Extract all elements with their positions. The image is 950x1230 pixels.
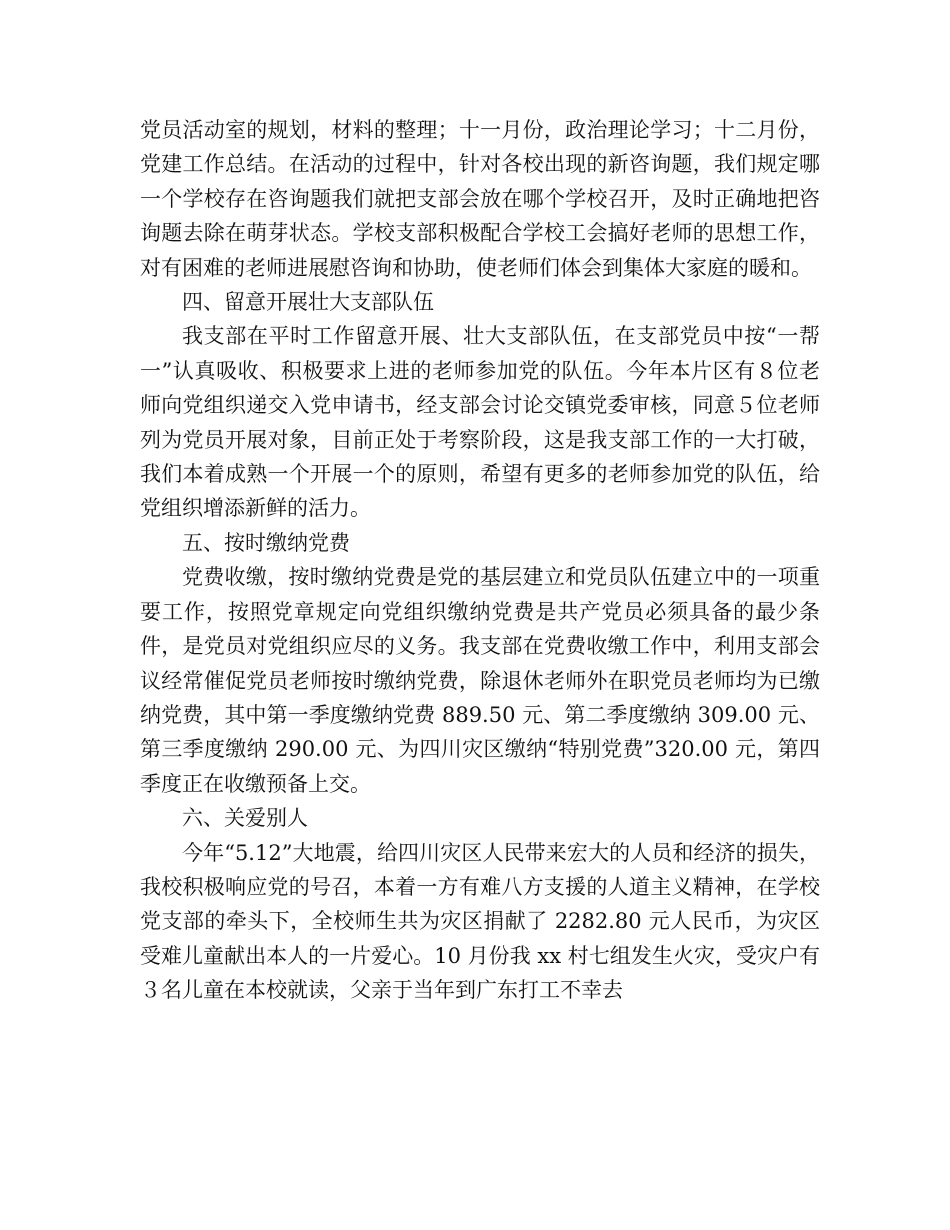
section-heading-4: 四、留意开展壮大支部队伍 bbox=[182, 290, 434, 315]
paragraph-section-4: 我支部在平时工作留意开展、壮大支部队伍，在支部党员中按“一帮一”认真吸收、积极要求上进的老师参加党的队伍。今年本片区有８位老师向党组织递交入党申请书，经支部会讨论交镇党委审核，同意５位老师列为党员开展对象，目前正处于考察阶段，这是我支部工作的一大打破，我们本着成熟一个开展一个的原则，希望有更多的老师参加党的队伍，给党组织增添新鲜的活力。 bbox=[140, 324, 820, 521]
document-page bbox=[140, 113, 820, 1008]
paragraph-continuation: 党员活动室的规划，材料的整理；十一月份，政治理论学习；十二月份，党建工作总结。在活动的过程中，针对各校出现的新咨询题，我们规定哪一个学校存在咨询题我们就把支部会放在哪个学校召开，及时正确地把咨询题去除在萌芽状态。学校支部积极配合学校工会搞好老师的思想工作，对有困难的老师进展慰咨询和协助，使老师们体会到集体大家庭的暖和。 bbox=[140, 118, 820, 280]
paragraph-section-5: 党费收缴，按时缴纳党费是党的基层建立和党员队伍建立中的一项重要工作，按照党章规定向党组织缴纳党费是共产党员必须具备的最少条件，是党员对党组织应尽的义务。我支部在党费收缴工作中，利用支部会议经常催促党员老师按时缴纳党费，除退休老师外在职党员老师均为已缴纳党费，其中第一季度缴纳党费 889.50 元、第二季度缴纳 309.00 元、第三季度缴纳 290.00 元、为四川灾区缴纳“特别党费”320.00 元，第四季度正在收缴预备上交。 bbox=[140, 565, 820, 796]
paragraph-section-6: 今年“5.12”大地震，给四川灾区人民带来宏大的人员和经济的损失，我校积极响应党的号召，本着一方有难八方支援的人道主义精神，在学校党支部的牵头下，全校师生共为灾区捐献了 2282.80 元人民币，为灾区受难儿童献出本人的一片爱心。10 月份我 xx 村七组发生火灾，受灾户有３名儿童在本校就读，父亲于当年到广东打工不幸去 bbox=[140, 840, 820, 1003]
section-heading-5: 五、按时缴纳党费 bbox=[182, 530, 350, 555]
section-heading-6: 六、关爱别人 bbox=[182, 806, 308, 831]
